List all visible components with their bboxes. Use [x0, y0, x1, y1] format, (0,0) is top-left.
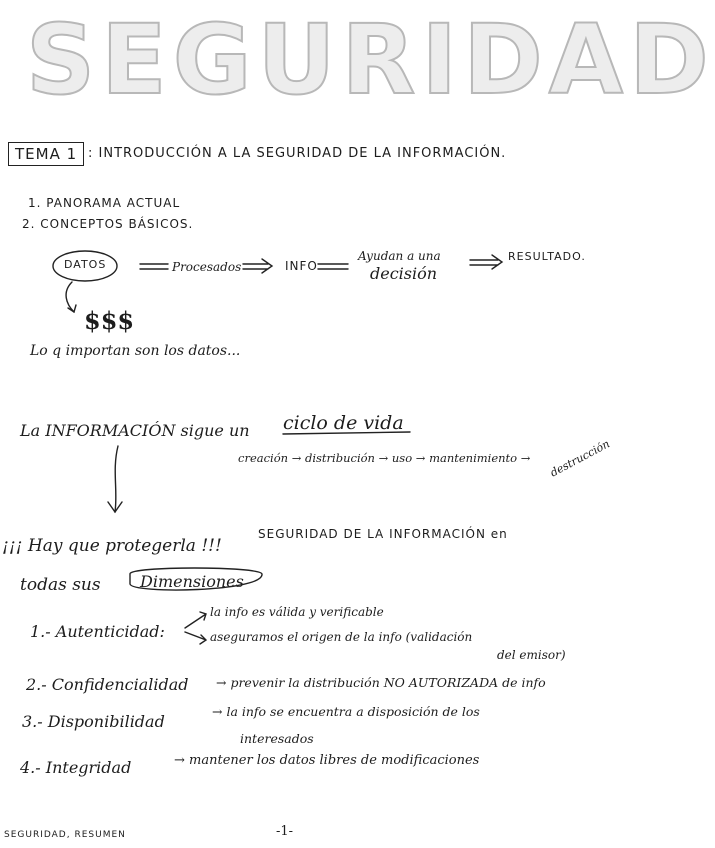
section-1: 1. PANORAMA ACTUAL	[28, 196, 181, 210]
protect-line: ¡¡¡ Hay que protegerla !!!	[2, 536, 222, 556]
autenticidad-arrow-a	[185, 612, 206, 628]
dim-integridad-text: → mantener los datos libres de modificaciones	[174, 753, 480, 768]
dim-confidencialidad: 2.- Confidencialidad	[26, 675, 189, 694]
money-label: $$$	[84, 306, 135, 335]
tema-label: TEMA 1	[8, 142, 84, 166]
dim-autenticidad: 1.- Autenticidad:	[30, 622, 165, 641]
todas-sus: todas sus	[20, 575, 101, 595]
page-number: -1-	[276, 824, 294, 839]
autenticidad-arrow-b	[185, 632, 206, 644]
ayudan-label: Ayudan a una	[358, 249, 441, 263]
dim-disponibilidad-extra: interesados	[240, 731, 314, 746]
dim-autenticidad-b: aseguramos el origen de la info (validación	[210, 630, 473, 644]
dim-autenticidad-a: la info es válida y verificable	[210, 605, 384, 619]
datos-down-arrow	[66, 282, 74, 312]
dim-integridad: 4.- Integridad	[20, 758, 132, 777]
ciclo-intro: La INFORMACIÓN sigue un	[20, 421, 250, 440]
ciclo-label: ciclo de vida	[283, 412, 404, 434]
page-title: SEGURIDAD	[26, 4, 715, 116]
ciclo-last: destrucción	[548, 437, 612, 480]
datos-down-arrow-head	[68, 305, 76, 312]
dim-confidencialidad-text: → prevenir la distribución NO AUTORIZADA de info	[216, 675, 546, 690]
note-datos: Lo q importan son los datos...	[30, 343, 241, 359]
info-label: INFO	[285, 259, 318, 273]
double-arrow-2	[243, 259, 272, 273]
double-arrow-1	[140, 264, 168, 269]
ciclo-down-arrow	[115, 446, 118, 512]
resultado-label: RESULTADO.	[508, 250, 586, 263]
double-arrow-4	[470, 255, 502, 269]
tema-title: : INTRODUCCIÓN A LA SEGURIDAD DE LA INFORMACIÓN.	[88, 146, 507, 161]
decision-label: decisión	[370, 264, 438, 283]
procesados-label: Procesados	[172, 260, 242, 274]
dim-autenticidad-c: del emisor)	[497, 648, 566, 662]
datos-label: DATOS	[64, 258, 107, 271]
dim-disponibilidad-text: → la info se encuentra a disposición de los	[212, 704, 480, 719]
dim-disponibilidad: 3.- Disponibilidad	[22, 712, 165, 731]
dimensiones-label: Dimensiones	[140, 572, 244, 591]
ciclo-down-arrow-head	[108, 502, 122, 512]
ciclo-steps: creación → distribución → uso → mantenimiento →	[238, 451, 531, 465]
footer-left: SEGURIDAD, RESUMEN	[4, 830, 126, 840]
section-2: 2. CONCEPTOS BÁSICOS.	[22, 217, 194, 231]
seguridad-line: SEGURIDAD DE LA INFORMACIÓN en	[258, 527, 508, 541]
double-arrow-3	[318, 264, 348, 269]
